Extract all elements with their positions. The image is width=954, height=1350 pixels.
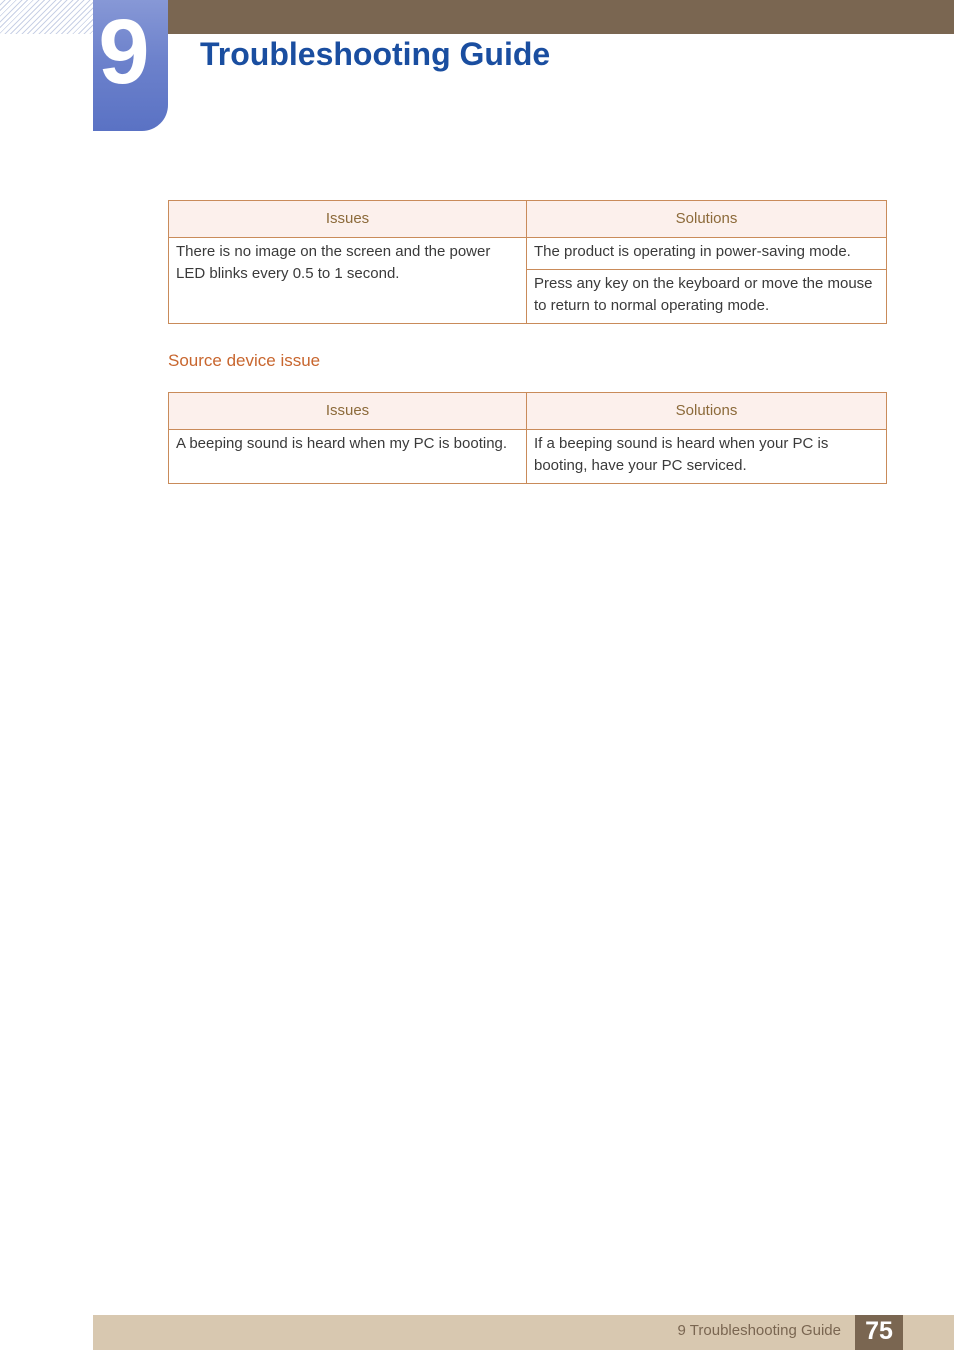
page-title: Troubleshooting Guide xyxy=(200,36,551,72)
issue-cell: There is no image on the screen and the power LED blinks every 0.5 to 1 second. xyxy=(169,238,527,324)
page-number: 75 xyxy=(855,1315,903,1350)
table-header-row xyxy=(169,393,887,430)
solution-cell: Press any key on the keyboard or move the mouse to return to normal operating mode. xyxy=(527,270,887,324)
issue-cell: A beeping sound is heard when my PC is booting. xyxy=(169,430,527,484)
header-bar xyxy=(168,0,954,34)
issues-table-power xyxy=(168,200,887,324)
table-row xyxy=(169,430,887,484)
chapter-number: 9 xyxy=(98,1,150,103)
solution-cell: If a beeping sound is heard when your PC is booting, have your PC serviced. xyxy=(527,430,887,484)
issues-table-source-device xyxy=(168,392,887,484)
section-heading: Source device issue xyxy=(168,351,321,370)
footer-bar xyxy=(93,1315,954,1350)
issues-column-header: Issues xyxy=(169,201,527,238)
issues-column-header: Issues xyxy=(169,393,527,430)
table-header-row xyxy=(169,201,887,238)
solution-cell: The product is operating in power-saving mode. xyxy=(527,238,887,270)
solutions-column-header: Solutions xyxy=(527,201,887,238)
corner-hatch-decoration xyxy=(0,0,93,34)
footer-chapter-label: 9 Troubleshooting Guide xyxy=(677,1322,841,1339)
solutions-column-header: Solutions xyxy=(527,393,887,430)
chapter-badge xyxy=(93,0,168,131)
table-row xyxy=(169,238,887,270)
